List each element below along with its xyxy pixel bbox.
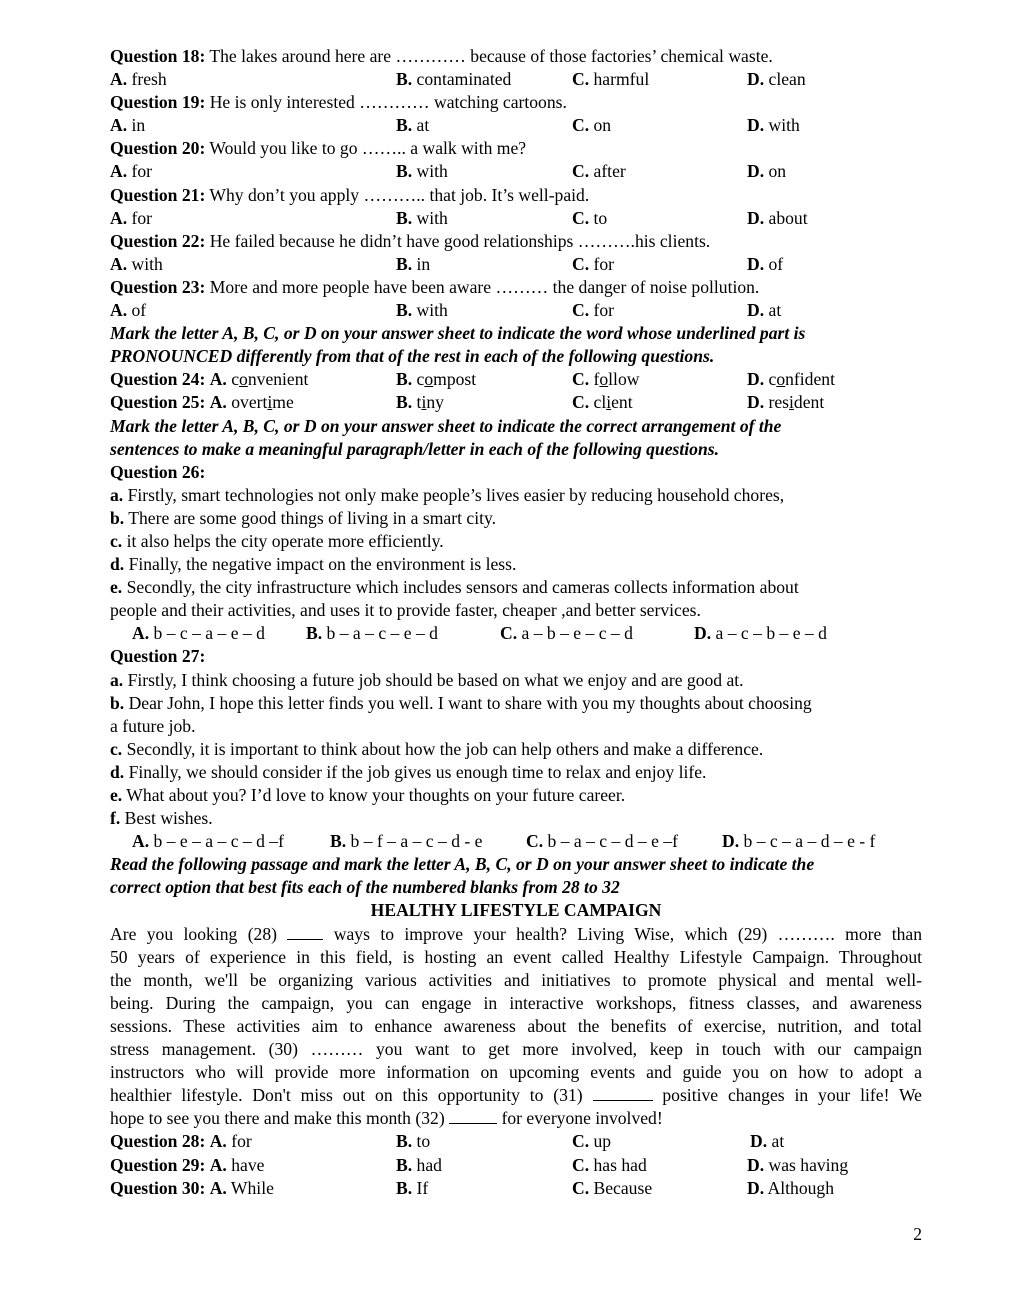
question-label: Question 19: [110,92,206,113]
arrangement-instruction-cont: sentences to make a meaningful paragraph/letter in each of the following questions. [110,438,719,459]
option-d: D. clean [747,69,806,90]
question-26-label: Question 26: [110,461,206,482]
passage-line: being. During the campaign, you can engage in interactive workshops, fitness classes, and awareness [110,992,922,1013]
question-text: He failed because he didn’t have good relationships ……….his clients. [205,230,711,251]
option-d: D. b – c – a – d – e - f [722,831,876,852]
question-23 [110,276,922,299]
option-b: B. at [396,115,430,136]
question-27-options [110,830,922,853]
option-d: D. confident [747,369,835,390]
option-c: C. for [572,253,615,274]
passage-line: the month, we'll be organizing various activities and initiatives to promote physical and mental well- [110,969,922,990]
blank-32 [449,1108,497,1124]
question-label: Question 18: [110,46,206,66]
passage-line: instructors who will provide more information on upcoming events and guide you on how to adopt a [110,1062,922,1083]
option-d: D. was having [747,1154,849,1175]
question-19-options [110,114,922,137]
option-b: B. with [396,207,448,228]
option-a: A. fresh [110,69,167,90]
option-b: B. contaminated [396,69,512,90]
option-c: C. Because [572,1177,653,1198]
option-d: D. at [750,1131,785,1152]
option-c: C. b – a – c – d – e –f [526,831,678,852]
question-text: Why don’t you apply ……….. that job. It’s well-paid. [205,184,590,205]
option-d: D. of [747,253,784,274]
option-a: A. for [110,207,153,228]
question-27-label: Question 27: [110,646,206,667]
arrangement-instruction: Mark the letter A, B, C, or D on your answer sheet to indicate the correct arrangement of the [110,415,782,436]
question-23-options [110,299,922,322]
option-a: A. in [110,115,146,136]
sentence-e: e. What about you? I’d love to know your thoughts on your future career. [110,785,626,805]
question-21-options [110,207,922,230]
sentence-b-cont: a future job. [110,715,196,736]
option-c: C. has had [572,1154,647,1175]
sentence-a: a. Firstly, smart technologies not only make people’s lives easier by reducing household chores, [110,484,785,505]
option-a: A. b – e – a – c – d –f [132,831,284,852]
question-label: Question 22: [110,230,206,251]
question-25 [110,391,922,414]
question-label: Question 20: [110,138,206,159]
option-c: C. after [572,161,626,182]
sentence-f: f. Best wishes. [110,808,213,829]
option-b: B. b – a – c – e – d [306,623,438,644]
question-22-options [110,253,922,276]
option-b: B. in [396,253,431,274]
option-c: C. a – b – e – c – d [500,623,633,644]
option-c: C. to [572,207,608,228]
question-18-options [110,68,922,91]
question-18 [110,45,922,68]
sentence-c: c. Secondly, it is important to think about how the job can help others and make a difference. [110,738,764,759]
question-text: The lakes around here are ………… because of those factories’ chemical waste. [205,46,773,66]
option-d: D. Although [747,1177,835,1198]
question-26-options [110,622,922,645]
option-c: C. on [572,115,612,136]
reading-instruction: Read the following passage and mark the letter A, B, C, or D on your answer sheet to indicate the [110,854,815,875]
question-30 [110,1177,922,1200]
question-label: Question 21: [110,184,206,205]
option-c: C. harmful [572,69,650,90]
sentence-d: d. Finally, we should consider if the job gives us enough time to relax and enjoy life. [110,761,707,782]
passage-title: HEALTHY LIFESTYLE CAMPAIGN [370,900,662,921]
blank-31 [593,1085,653,1101]
option-a: Question 24: A. convenient [110,369,309,390]
pronunciation-instruction-cont: PRONOUNCED differently from that of the rest in each of the following questions. [110,346,715,367]
question-20-options [110,160,922,183]
question-20 [110,137,922,160]
question-21 [110,184,922,207]
option-c: C. follow [572,369,640,390]
passage-body [110,923,922,1131]
question-text: Would you like to go …….. a walk with me? [205,138,527,159]
option-b: B. b – f – a – c – d - e [330,831,483,852]
option-d: D. about [747,207,808,228]
option-b: B. to [396,1131,431,1152]
option-c: C. for [572,300,615,321]
question-text: He is only interested ………… watching cartoons. [205,92,567,113]
option-b: B. If [396,1177,429,1198]
passage-line: Are you looking (28) ways to improve your health? Living Wise, which (29) ………. more than [110,923,922,944]
option-a: A. of [110,300,147,321]
option-b: B. with [396,300,448,321]
option-d: D. on [747,161,787,182]
option-d: D. a – c – b – e – d [694,623,827,644]
reading-instruction-cont: correct option that best fits each of the numbered blanks from 28 to 32 [110,877,620,898]
question-text: More and more people have been aware ……… the danger of noise pollution. [205,276,760,297]
option-d: D. at [747,300,782,321]
passage-line: sessions. These activities aim to enhance awareness about the benefits of exercise, nutrition, and total [110,1015,922,1036]
question-label: Question 23: [110,276,206,297]
option-a: A. b – c – a – e – d [132,623,265,644]
option-d: D. with [747,115,800,136]
sentence-e-cont: people and their activities, and uses it to provide faster, cheaper ,and better services. [110,600,701,621]
sentence-e: e. Secondly, the city infrastructure which includes sensors and cameras collects information about [110,577,799,598]
passage-line: healthier lifestyle. Don't miss out on this opportunity to (31) positive changes in your life! We [110,1085,922,1106]
sentence-d: d. Finally, the negative impact on the environment is less. [110,554,517,575]
option-d: D. resident [747,392,825,413]
page-number: 2 [913,1224,922,1244]
question-22 [110,230,922,253]
option-a: Question 25: A. overtime [110,392,294,413]
passage-line: 50 years of experience in this field, is hosting an event called Healthy Lifestyle Campaign. Throughout [110,946,922,967]
question-19 [110,91,922,114]
sentence-c: c. it also helps the city operate more efficiently. [110,530,444,551]
option-c: C. up [572,1131,612,1152]
passage-line: hope to see you there and make this month (32) for everyone involved! [110,1108,663,1129]
option-b: B. compost [396,369,477,390]
sentence-b: b. Dear John, I hope this letter finds you well. I want to share with you my thoughts about choosing [110,692,812,713]
sentence-b: b. There are some good things of living in a smart city. [110,507,497,528]
option-a: Question 28: A. for [110,1131,252,1152]
sentence-a: a. Firstly, I think choosing a future job should be based on what we enjoy and are good at. [110,669,744,690]
question-29 [110,1154,922,1177]
option-a: A. with [110,253,163,274]
pronunciation-instruction: Mark the letter A, B, C, or D on your answer sheet to indicate the word whose underlined part is [110,323,806,344]
blank-28 [287,924,323,940]
question-28 [110,1130,922,1153]
question-24 [110,368,922,391]
passage-line: stress management. (30) ……… you want to get more involved, keep in touch with our campaign [110,1039,922,1060]
option-b: B. with [396,161,448,182]
option-c: C. client [572,392,633,413]
option-a: Question 30: A. While [110,1177,274,1198]
option-a: Question 29: A. have [110,1154,265,1175]
exam-page [110,45,922,1200]
option-b: B. had [396,1154,442,1175]
option-b: B. tiny [396,392,444,413]
option-a: A. for [110,161,153,182]
